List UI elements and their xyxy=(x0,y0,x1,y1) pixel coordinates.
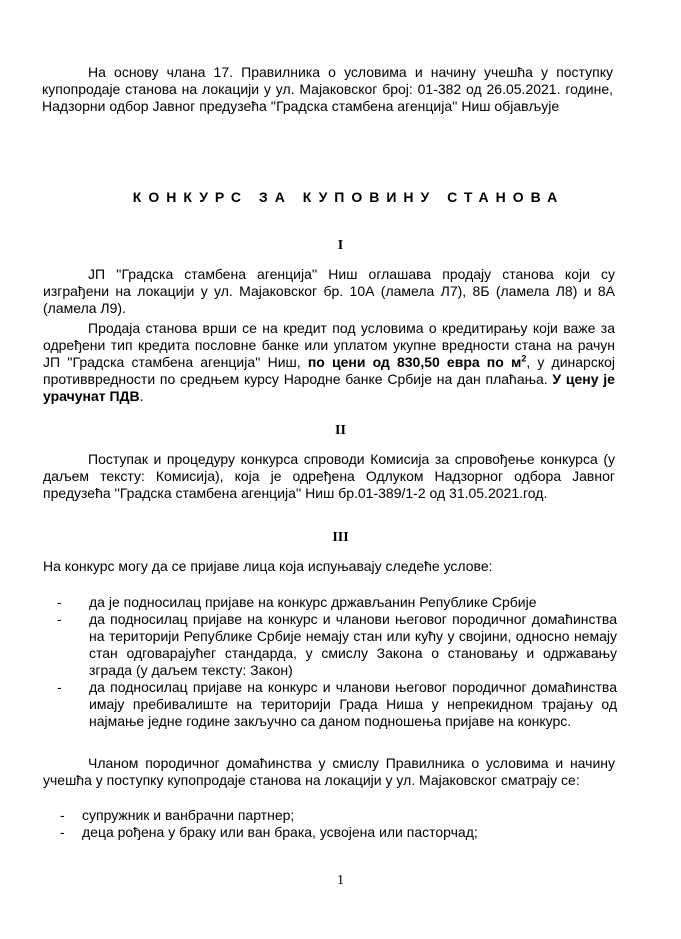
section-1-paragraph-2 xyxy=(43,320,615,405)
condition-text: да подносилац пријаве на конкурс и чланови његовог породичног домаћинства имају пребивалиште на територији Града Ниша у непрекидном трајању од најмање једне године закључно са даном подношења пријаве на конкурс. xyxy=(89,679,617,729)
intro-line-1: На основу члана 17. Правилника о условима и начину учешћа у поступку xyxy=(88,64,613,80)
intro-line-rest: купопродаје станова на локацији у ул. Мајаковског број: 01-382 од 26.05.2021. године, Надзорни одбор Јавног предузећа ''Градска стамбена агенција'' Ниш објављује xyxy=(42,81,613,114)
vat-included-text: У цену је урачунат ПДВ xyxy=(43,371,615,404)
list-dash: - xyxy=(60,824,65,840)
household-member-text: деца рођена у браку или ван брака, усвојена или пасторчад; xyxy=(82,824,478,840)
section-2-paragraph: Поступак и процедуру конкурса спроводи Комисија за спровођење конкурса (у даљем тексту: Комисија), која је одређена Одлуком Надзорног одбора Јавног предузећа ''Градска стамбена агенција'' Ниш бр.01-389/1-2 од 31.05.2021.год. xyxy=(43,451,615,501)
household-member-text: супружник и ванбрачни партнер; xyxy=(82,807,295,823)
section-1-heading: I xyxy=(337,238,344,253)
section-3-lead: На конкурс могу да се пријаве лица која испуњавају следеће услове: xyxy=(43,558,493,574)
condition-text: да подносилац пријаве на конкурс и чланови његовог породичног домаћинства на територији Републике Србије немају стан или кућу у својини, односно немају стан одговарајућег стандарда, у смислу Закона о становању и одржавању зграда (у даљем тексту: Закон) xyxy=(89,611,617,678)
paragraph-end: . xyxy=(139,388,144,404)
list-dash: - xyxy=(57,679,62,695)
household-members-list xyxy=(60,807,580,841)
document-title: КОНКУРС ЗА КУПОВИНУ СТАНОВА xyxy=(132,189,565,205)
conditions-list xyxy=(57,594,617,730)
intro-paragraph xyxy=(42,64,613,115)
price-text: по цени од 830,50 евра по м xyxy=(307,354,522,370)
list-dash: - xyxy=(57,594,62,610)
list-item xyxy=(57,679,617,730)
condition-text: да је подносилац пријаве на конкурс држављанин Републике Србије xyxy=(89,594,537,610)
price-unit-superscript: 2 xyxy=(521,353,527,364)
sale-terms-text: Продаја станова врши се на кредит под условима о кредитирању који важе за одређени тип кредита пословне банке или уплатом укупне вредности стана на рачун ЈП ''Градска стамбена агенција'' Ниш, xyxy=(43,320,615,370)
list-item xyxy=(57,611,617,679)
page-number: 1 xyxy=(337,873,344,888)
exchange-rate-text: , у динарској противвредности по средњем курсу Народне банке Србије на дан плаћања. xyxy=(43,354,615,387)
section-1-paragraph-1: ЈП ''Градска стамбена агенција'' Ниш оглашава продају станова који су изграђени на локацији у ул. Мајаковског бр. 10А (ламела Л7), 8Б (ламела Л8) и 8А (ламела Л9). xyxy=(43,266,615,316)
list-item xyxy=(60,807,580,824)
list-dash: - xyxy=(57,611,62,627)
section-2-heading: II xyxy=(335,423,346,438)
list-item xyxy=(60,824,580,841)
section-3-heading: III xyxy=(332,530,349,545)
household-definition: Чланом породичног домаћинства у смислу Правилника о условима и начину учешћа у поступку купопродаје станова на локацији у ул. Мајаковског сматрају се: xyxy=(43,755,615,788)
list-dash: - xyxy=(60,807,65,823)
list-item xyxy=(57,594,617,611)
